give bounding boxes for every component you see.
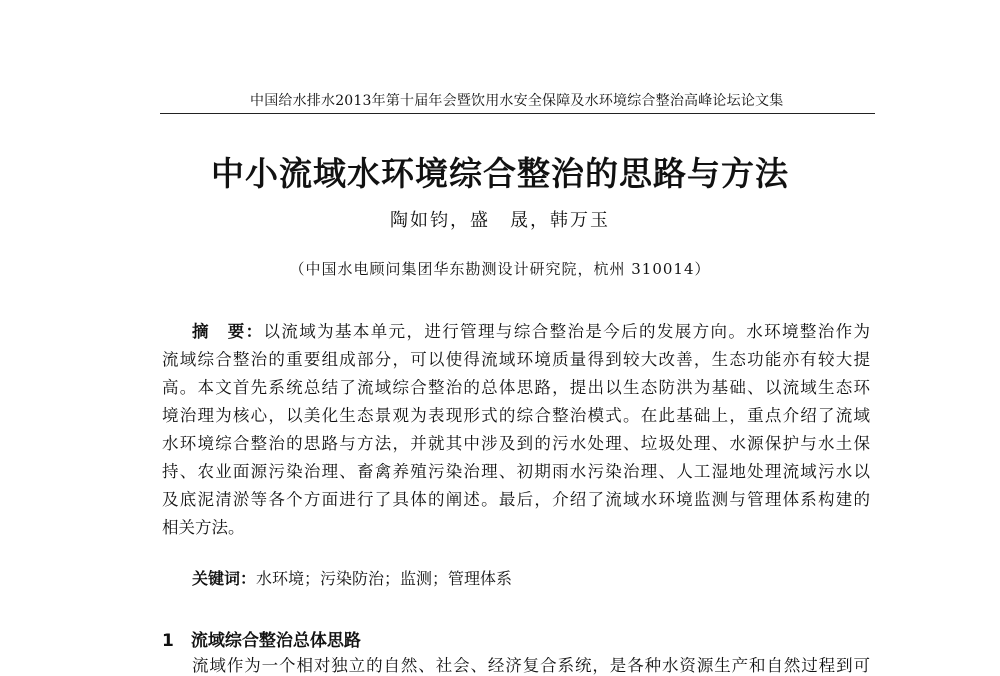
abstract-line: 境治理为核心，以美化生态景观为表现形式的综合整治模式。在此基础上，重点介绍了流域 (162, 406, 870, 425)
abstract-line: 相关方法。 (162, 518, 245, 537)
running-header: 中国给水排水2013年第十届年会暨饮用水安全保障及水环境综合整治高峰论坛论文集 (250, 93, 784, 109)
section-heading: 1 流域综合整治总体思路 (162, 631, 361, 651)
paper-title: 中小流域水环境综合整治的思路与方法 (211, 154, 789, 193)
abstract-line: 水环境综合整治的思路与方法，并就其中涉及到的污水处理、垃圾处理、水源保护与水土保 (162, 434, 870, 453)
affiliation: （中国水电顾问集团华东勘测设计研究院，杭州 310014） (289, 260, 711, 278)
keywords (192, 566, 512, 589)
keywords-label: 关键词： (192, 569, 257, 588)
header-rule (160, 113, 875, 114)
keywords-value: 水环境；污染防治；监测；管理体系 (256, 569, 513, 588)
abstract-line: 摘 要：以流域为基本单元，进行管理与综合整治是今后的发展方向。水环境整治作为 (192, 322, 871, 341)
abstract-line: 高。本文首先系统总结了流域综合整治的总体思路，提出以生态防洪为基础、以流域生态环 (162, 378, 870, 397)
abstract-line: 及底泥清淤等各个方面进行了具体的阐述。最后，介绍了流域水环境监测与管理体系构建的 (162, 490, 870, 509)
abstract-line: 流域综合整治的重要组成部分，可以使得流域环境质量得到较大改善，生态功能亦有较大提 (162, 350, 870, 369)
abstract-label: 摘 要： (192, 322, 264, 341)
authors: 陶如钧，盛 晟，韩万玉 (390, 210, 610, 231)
body-text-line: 流域作为一个相对独立的自然、社会、经济复合系统，是各种水资源生产和自然过程到可 (192, 656, 870, 675)
abstract-line: 持、农业面源污染治理、畜禽养殖污染治理、初期雨水污染治理、人工湿地处理流域污水以 (162, 462, 870, 481)
